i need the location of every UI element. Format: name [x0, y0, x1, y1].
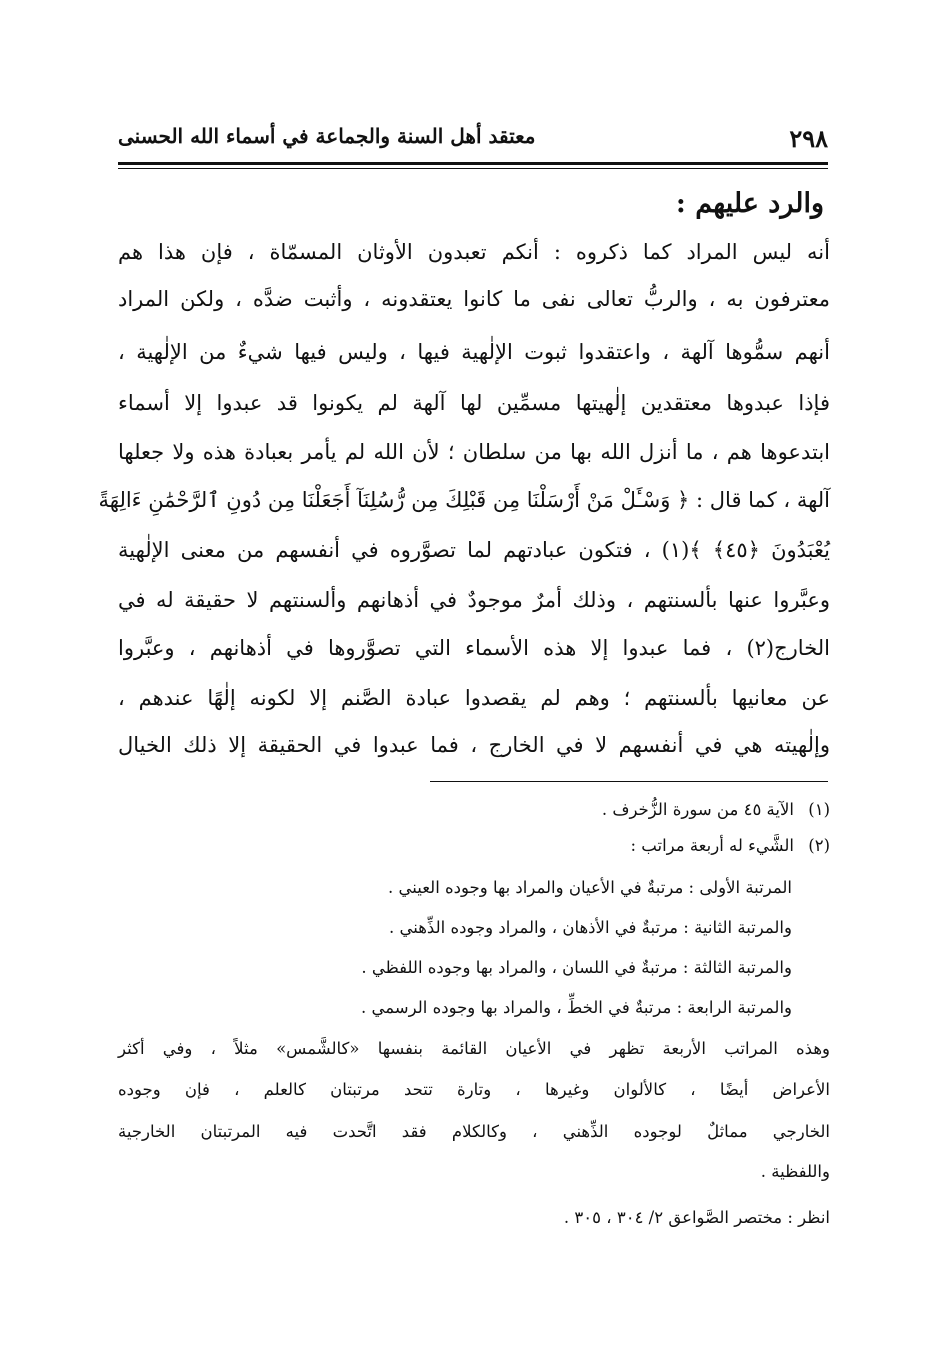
page-header — [118, 118, 828, 158]
footnote-2 — [630, 831, 830, 861]
footnote-1 — [602, 795, 830, 825]
header-rule-thick — [118, 162, 828, 165]
footnote-text: الشَّيء له أربعة مراتب : — [630, 836, 794, 855]
section-heading: والرد عليهم : — [675, 188, 824, 219]
footnote-rank-line: والمرتبة الرابعة : مرتبةٌ في الخطِّ ، والمراد بها وجوده الرسمي . — [361, 998, 792, 1017]
footnote-reference: انظر : مختصر الصَّواعق ٢/ ٣٠٤ ، ٣٠٥ . — [563, 1208, 830, 1227]
footnote-marker: (٢) — [808, 836, 830, 855]
footnote-rank-line: والمرتبة الثالثة : مرتبةٌ في اللسان ، والمراد بها وجوده اللفظي . — [361, 958, 792, 977]
body-line: وعبَّروا عنها بألسنتهم ، وذلك أمرٌ موجودٌ في أذهانهم وألسنتهم لا حقيقة له في — [118, 588, 830, 612]
footnote-paragraph-line: الأعراض أيضًا ، كالألوان وغيرها ، وتارة تتحد مرتبتان كالعلم ، فإن وجوده — [118, 1080, 830, 1099]
body-line: ابتدعوها هم ، ما أنزل الله بها من سلطان ؛ لأن الله لم يأمر بعبادة هذه ولا جعلها — [118, 440, 830, 464]
footnote-paragraph-line: واللفظية . — [760, 1162, 830, 1181]
body-line: معترفون به ، والربُّ تعالى نفى ما كانوا يعتقدونه ، وأثبت ضدَّه ، ولكن المراد — [118, 287, 830, 311]
header-rule-thin — [118, 168, 828, 169]
footnote-rank-line: والمرتبة الثانية : مرتبةٌ في الأذهان ، والمراد وجوده الذِّهني . — [389, 918, 792, 937]
body-line: يُعْبَدُونَ ﴿٤٥﴾ ﴾(١) ، فتكون عبادتهم لما تصوَّروه في أنفسهم من معنى الإلٰهية — [118, 538, 830, 562]
footnote-text: الآية ٤٥ من سورة الزُّخرف . — [601, 800, 794, 819]
body-line: وإلٰهيته هي في أنفسهم لا في الخارج ، فما عبدوا في الحقيقة إلا ذلك الخيال — [118, 733, 830, 757]
footnote-separator — [430, 781, 828, 782]
footnote-paragraph-line: وهذه المراتب الأربعة تظهر في الأعيان القائمة بنفسها «كالشَّمس» مثلاً ، وفي أكثر — [118, 1039, 830, 1058]
running-title: معتقد أهل السنة والجماعة في أسماء الله الحسنى — [118, 124, 536, 148]
footnote-paragraph-line: الخارجي مماثلٌ لوجوده الذِّهني ، وكالكلام فقد اتَّحدت فيه المرتبتان الخارجية — [118, 1122, 830, 1141]
page-number: ٢٩٨ — [789, 124, 828, 153]
footnote-marker: (١) — [808, 800, 830, 819]
body-line: عن معانيها بألسنتهم ؛ وهم لم يقصدوا عبادة الصَّنم إلا لكونه إلٰهًا عندهم ، — [118, 686, 830, 710]
footnote-rank-line: المرتبة الأولى : مرتبةٌ في الأعيان والمراد بها وجوده العيني . — [388, 878, 792, 897]
body-line: أنهم سمُّوها آلهة ، واعتقدوا ثبوت الإلٰهية فيها ، وليس فيها شيءٌ من الإلٰهية ، — [118, 340, 830, 364]
body-line: أنه ليس المراد كما ذكروه : أنكم تعبدون الأوثان المسمّاة ، فإن هذا هم — [118, 240, 830, 264]
body-line: آلهة ، كما قال : ﴿ وَسْـَٔلْ مَنْ أَرْسَلْنَا مِن قَبْلِكَ مِن رُّسُلِنَآ أَجَعَلْنَا مِن دُونِ ٱلرَّحْمَٰنِ ءَالِهَةً — [98, 488, 830, 512]
body-line: الخارج(٢) ، فما عبدوا إلا هذه الأسماء التي تصوَّروها في أذهانهم ، وعبَّروا — [118, 636, 830, 660]
body-line: فإذا عبدوها معتقدين إلٰهيتها مسمِّين لها آلهة لم يكونوا قد عبدوا إلا أسماء — [118, 391, 830, 415]
